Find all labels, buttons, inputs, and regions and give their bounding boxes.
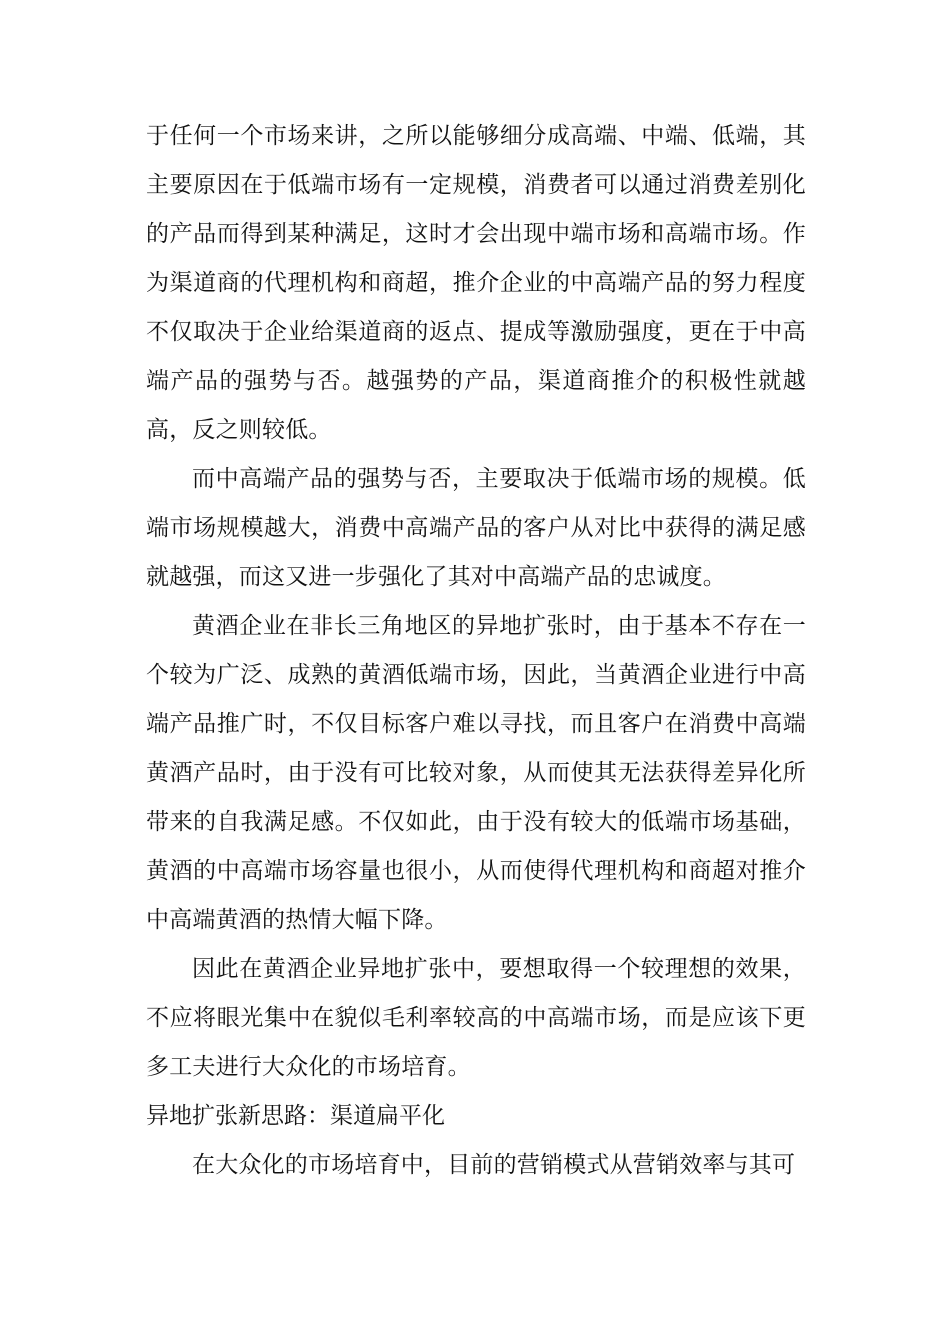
paragraph-5: 在大众化的市场培育中，目前的营销模式从营销效率与其可 (192, 1152, 796, 1178)
section-heading: 异地扩张新思路：渠道扁平化 (146, 1103, 445, 1129)
document-body (146, 112, 806, 1190)
paragraph-3: 黄酒企业在非长三角地区的异地扩张时，由于基本不存在一个较为广泛、成熟的黄酒低端市场，因此，当黄酒企业进行中高端产品推广时，不仅目标客户难以寻找，而且客户在消费中高端黄酒产品时，由于没有可比较对象，从而使其无法获得差异化所带来的自我满足感。不仅如此，由于没有较大的低端市场基础，黄酒的中高端市场容量也很小，从而使得代理机构和商超对推介中高端黄酒的热情大幅下降。 (146, 613, 806, 933)
paragraph-4: 因此在黄酒企业异地扩张中，要想取得一个较理想的效果，不应将眼光集中在貌似毛利率较高的中高端市场，而是应该下更多工夫进行大众化的市场培育。 (146, 956, 806, 1080)
paragraph-1: 于任何一个市场来讲，之所以能够细分成高端、中端、低端，其主要原因在于低端市场有一定规模，消费者可以通过消费差别化的产品而得到某种满足，这时才会出现中端市场和高端市场。作为渠道商的代理机构和商超，推介企业的中高端产品的努力程度不仅取决于企业给渠道商的返点、提成等激励强度，更在于中高端产品的强势与否。越强势的产品，渠道商推介的积极性就越高，反之则较低。 (146, 123, 806, 443)
paragraph-2: 而中高端产品的强势与否，主要取决于低端市场的规模。低端市场规模越大，消费中高端产品的客户从对比中获得的满足感就越强，而这又进一步强化了其对中高端产品的忠诚度。 (146, 466, 806, 590)
